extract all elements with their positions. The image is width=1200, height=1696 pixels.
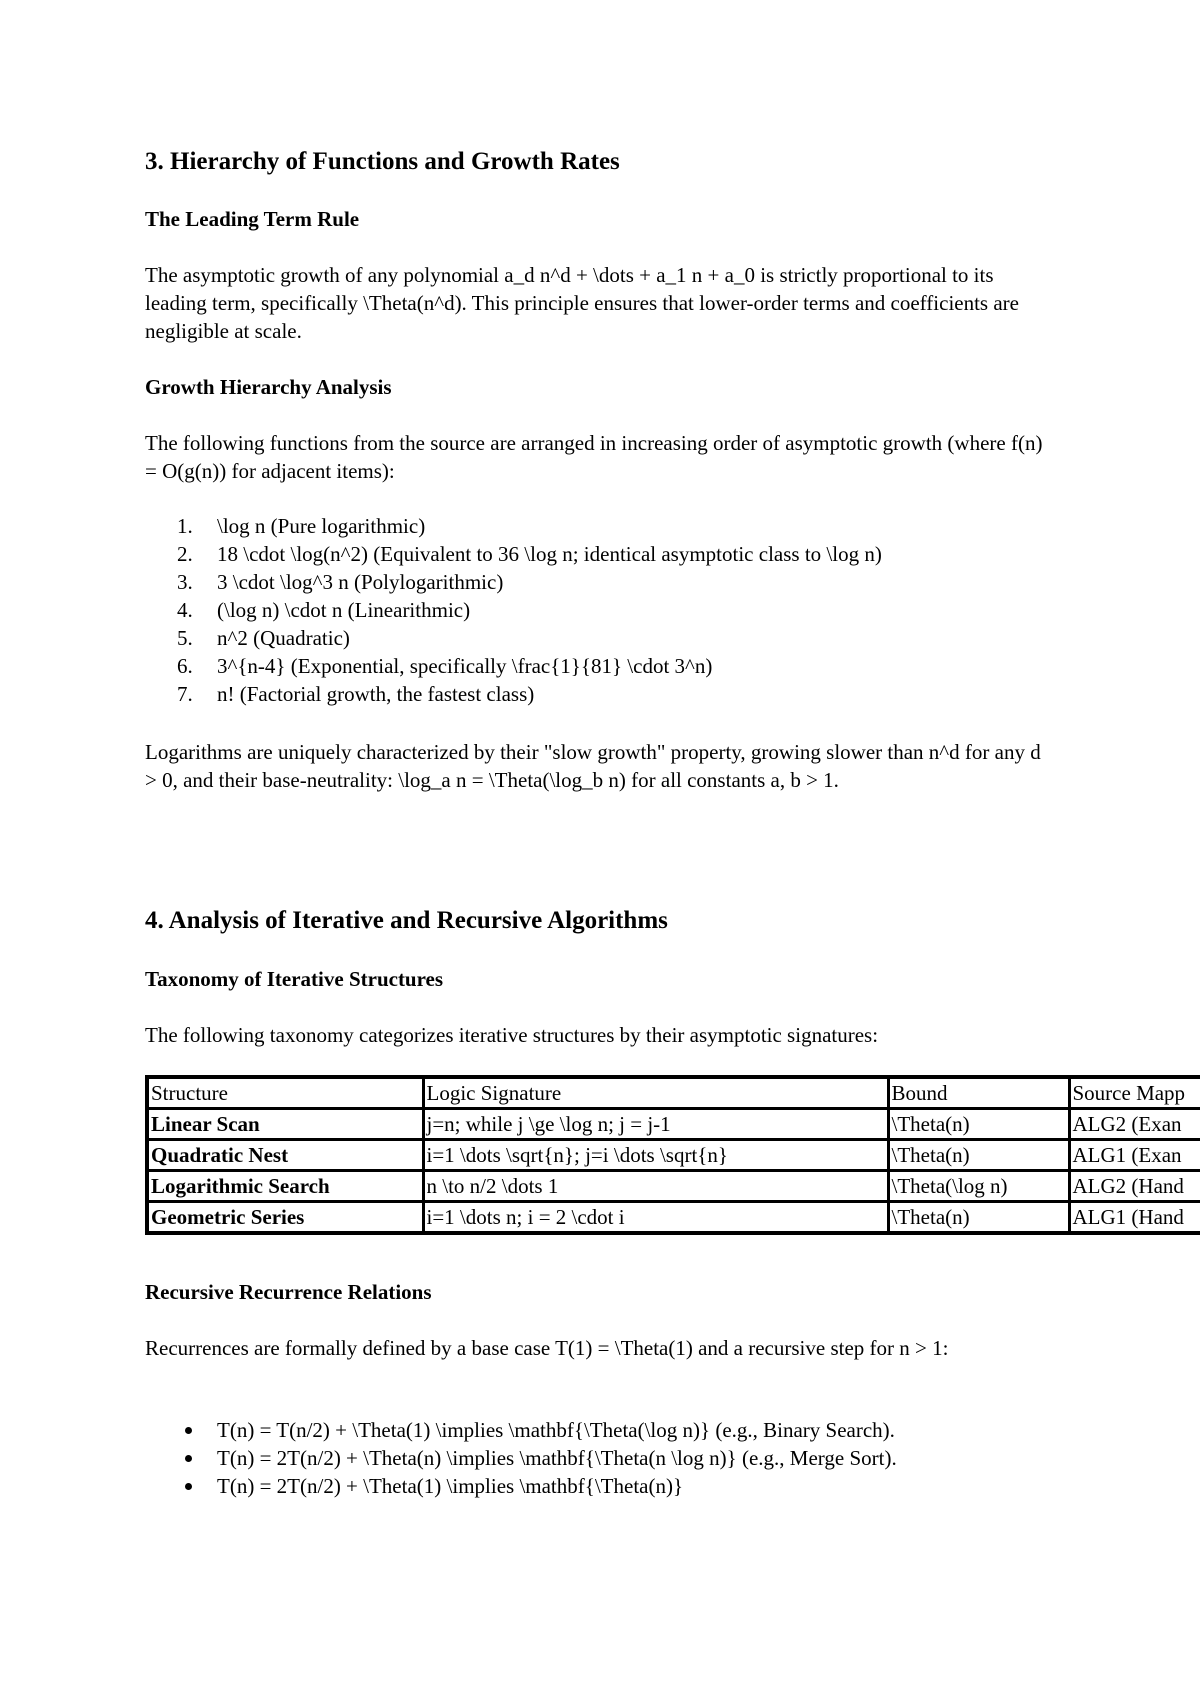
list-item-text: T(n) = 2T(n/2) + \Theta(1) \implies \mathbf{\Theta(n)} — [217, 1474, 684, 1498]
list-item-text: n! (Factorial growth, the fastest class) — [217, 682, 535, 706]
table-row — [147, 1171, 1200, 1202]
list-item — [145, 624, 882, 652]
list-item-number: 2. — [177, 542, 193, 566]
list-item-number: 1. — [177, 514, 193, 538]
table-cell: \Theta(n) — [888, 1109, 1069, 1140]
list-item-number: 3. — [177, 570, 193, 594]
list-item-number: 7. — [177, 682, 193, 706]
table-cell: Logarithmic Search — [147, 1171, 423, 1202]
table-cell: \Theta(n) — [888, 1202, 1069, 1234]
list-item — [145, 652, 882, 680]
list-item-text: \log n (Pure logarithmic) — [217, 514, 426, 538]
section-3-heading: 3. Hierarchy of Functions and Growth Rates — [145, 148, 620, 175]
table-cell: i=1 \dots n; i = 2 \cdot i — [423, 1202, 888, 1234]
table-cell: ALG2 (Hand — [1069, 1171, 1200, 1202]
list-item-text: 18 \cdot \log(n^2) (Equivalent to 36 \log n; identical asymptotic class to \log n) — [217, 542, 882, 566]
list-item-number: 4. — [177, 598, 193, 622]
table-cell: i=1 \dots \sqrt{n}; j=i \dots \sqrt{n} — [423, 1140, 888, 1171]
bullet-icon — [185, 1483, 192, 1490]
table-cell: Geometric Series — [147, 1202, 423, 1234]
list-item — [145, 680, 882, 708]
table-cell: Linear Scan — [147, 1109, 423, 1140]
table-cell: \Theta(\log n) — [888, 1171, 1069, 1202]
growth-hierarchy-heading: Growth Hierarchy Analysis — [145, 375, 392, 399]
section-4-heading: 4. Analysis of Iterative and Recursive Algorithms — [145, 907, 668, 934]
logarithm-paragraph: Logarithms are uniquely characterized by their "slow growth" property, growing slower than n^d for any d > 0, and their base-neutrality: \log_a n = \Theta(\log_b n) for all constants a, b > 1. — [145, 740, 1041, 792]
document-page — [145, 0, 1200, 1696]
taxonomy-heading: Taxonomy of Iterative Structures — [145, 967, 444, 991]
list-item — [145, 512, 882, 540]
list-item — [145, 1444, 897, 1472]
table-cell: ALG1 (Hand — [1069, 1202, 1200, 1234]
list-item-number: 6. — [177, 654, 193, 678]
bullet-icon — [185, 1427, 192, 1434]
list-item — [145, 1472, 897, 1500]
list-item — [145, 596, 882, 624]
table-cell: \Theta(n) — [888, 1140, 1069, 1171]
list-item-text: 3 \cdot \log^3 n (Polylogarithmic) — [217, 570, 504, 594]
list-item-text: (\log n) \cdot n (Linearithmic) — [217, 598, 471, 622]
list-item-text: n^2 (Quadratic) — [217, 626, 350, 650]
list-item — [145, 1416, 897, 1444]
table-header-row — [147, 1077, 1200, 1109]
recurrence-heading: Recursive Recurrence Relations — [145, 1280, 432, 1304]
recurrence-list — [145, 1416, 897, 1500]
table-cell: ALG2 (Exan — [1069, 1109, 1200, 1140]
table-header-cell: Source Mapp — [1069, 1077, 1200, 1109]
table-header-cell: Bound — [888, 1077, 1069, 1109]
table-cell: n \to n/2 \dots 1 — [423, 1171, 888, 1202]
bullet-icon — [185, 1455, 192, 1462]
table-header-cell: Structure — [147, 1077, 423, 1109]
table-cell: ALG1 (Exan — [1069, 1140, 1200, 1171]
table-row — [147, 1202, 1200, 1234]
leading-term-heading: The Leading Term Rule — [145, 207, 360, 231]
taxonomy-table-container — [145, 1075, 1200, 1235]
leading-term-paragraph: The asymptotic growth of any polynomial a_d n^d + \dots + a_1 n + a_0 is strictly proportional to its leading term, specifically \Theta(n^d). This principle ensures that lower-order terms and coefficients are negligible at scale. — [145, 263, 1019, 343]
list-item-text: 3^{n-4} (Exponential, specifically \frac{1}{81} \cdot 3^n) — [217, 654, 713, 678]
growth-hierarchy-intro: The following functions from the source are arranged in increasing order of asymptotic growth (where f(n) = O(g(n)) for adjacent items): — [145, 431, 1043, 483]
list-item — [145, 568, 882, 596]
table-header-cell: Logic Signature — [423, 1077, 888, 1109]
table-cell: j=n; while j \ge \log n; j = j-1 — [423, 1109, 888, 1140]
list-item-number: 5. — [177, 626, 193, 650]
list-item-text: T(n) = T(n/2) + \Theta(1) \implies \mathbf{\Theta(\log n)} (e.g., Binary Search). — [217, 1418, 895, 1442]
table-row — [147, 1109, 1200, 1140]
growth-hierarchy-list — [145, 512, 882, 708]
taxonomy-intro: The following taxonomy categorizes iterative structures by their asymptotic signatures: — [145, 1023, 879, 1047]
taxonomy-table — [145, 1075, 1200, 1235]
recurrence-intro: Recurrences are formally defined by a base case T(1) = \Theta(1) and a recursive step for n > 1: — [145, 1336, 949, 1360]
list-item — [145, 540, 882, 568]
table-row — [147, 1140, 1200, 1171]
table-cell: Quadratic Nest — [147, 1140, 423, 1171]
list-item-text: T(n) = 2T(n/2) + \Theta(n) \implies \mathbf{\Theta(n \log n)} (e.g., Merge Sort). — [217, 1446, 897, 1470]
